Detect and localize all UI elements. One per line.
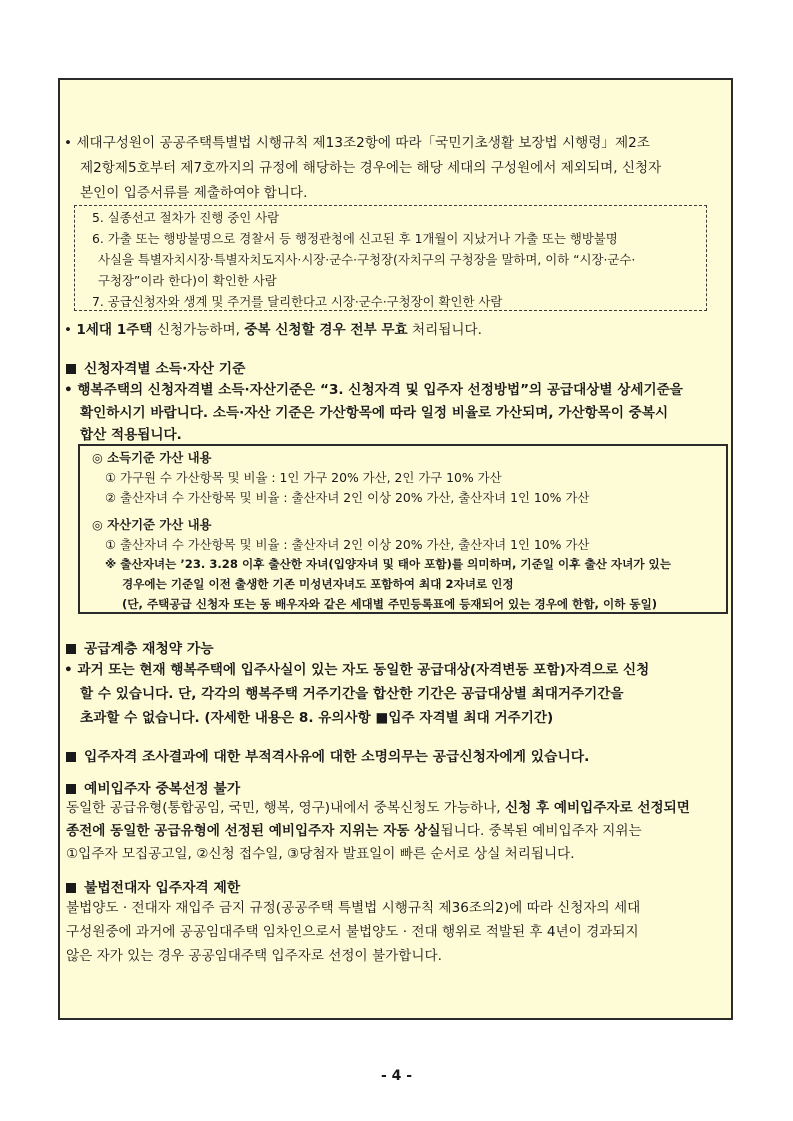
child-note-line-2: 경우에는 기준일 이전 출생한 기존 미성년자녀도 포함하여 최대 2자녀로 인정 [122,577,514,591]
reserve-line-3: ①입주자 모집공고일, ②신청 접수일, ③당첨자 발표일이 빠른 순서로 상실 처리됩니다. [66,846,575,862]
household-rule-line-3: 본인이 입증서류를 제출하여야 합니다. [80,185,308,201]
square-bullet-icon [66,784,76,794]
excluded-item-5: 5. 실종선고 절차가 진행 중인 사람 [92,210,280,225]
income-asset-line-3: 합산 적용됩니다. [80,427,182,443]
square-bullet-icon [66,364,76,374]
one-house-rule: • 1세대 1주택 신청가능하며, 중복 신청할 경우 전부 무효 처리됩니다. [64,322,482,338]
child-note-line-1: ※ 출산자녀는 ’23. 3.28 이후 출산한 자녀(입양자녀 및 태아 포함)를 의미하며, 기준일 이후 출산 자녀가 있는 [105,557,671,571]
income-bonus-item-2: ② 출산자녀 수 가산항목 및 비율 : 출산자녀 2인 이상 20% 가산, 출산자녀 1인 10% 가산 [105,490,590,505]
reapply-line-2: 할 수 있습니다. 단, 각각의 행복주택 거주기간을 합산한 기간은 공급대상별 최대거주기간을 [80,686,624,702]
household-rule-line-1: • 세대구성원이 공공주택특별법 시행규칙 제13조2항에 따라「국민기초생활 보장법 시행령」제2조 [64,135,650,151]
excluded-item-6-cont: 사실을 특별자치시장·특별자치도지사·시장·군수·구청장(자치구의 구청장을 말하며, 이하 “시장·군수· [98,252,636,267]
reapply-line-1: • 과거 또는 현재 행복주택에 입주사실이 있는 자도 동일한 공급대상(자격변동 포함)자격으로 신청 [64,662,650,678]
income-bonus-title: ◎ 소득기준 가산 내용 [92,450,212,465]
square-bullet-icon [66,644,76,654]
excluded-item-6-cont2: 구청장”이라 한다)이 확인한 사람 [98,273,277,288]
income-asset-line-1: • 행복주택의 신청자격별 소득·자산기준은 “3. 신청자격 및 입주자 선정방법”의 공급대상별 상세기준을 [64,382,683,398]
asset-bonus-title: ◎ 자산기준 가산 내용 [92,517,212,532]
square-bullet-icon [66,883,76,893]
square-bullet-icon [66,752,76,762]
income-asset-line-2: 확인하시기 바랍니다. 소득·자산 기준은 가산항목에 따라 일정 비율로 가산되며, 가산항목이 중복시 [80,405,669,421]
illegal-sublease-line-3: 않은 자가 있는 경우 공공임대주택 입주자로 선정이 불가합니다. [66,948,442,964]
illegal-sublease-heading: 불법전대자 입주자격 제한 [66,876,240,896]
household-rule-line-2: 제2항제5호부터 제7호까지의 규정에 해당하는 경우에는 해당 세대의 구성원에서 제외되며, 신청자 [80,160,662,176]
reapply-heading: 공급계층 재청약 가능 [66,637,214,657]
disqualification-heading: 입주자격 조사결과에 대한 부적격사유에 대한 소명의무는 공급신청자에게 있습니다. [66,745,589,765]
reserve-line-1: 동일한 공급유형(통합공임, 국민, 행복, 영구)내에서 중복신청도 가능하나, 신청 후 예비입주자로 선정되면 [66,800,690,816]
income-bonus-item-1: ① 가구원 수 가산항목 및 비율 : 1인 가구 20% 가산, 2인 가구 10% 가산 [105,470,502,485]
illegal-sublease-line-1: 불법양도 · 전대자 재입주 금지 규정(공공주택 특별법 시행규칙 제36조의2)에 따라 신청자의 세대 [66,900,641,916]
child-note-line-3: (단, 주택공급 신청자 또는 동 배우자와 같은 세대별 주민등록표에 등재되어 있는 경우에 한함, 이하 동일) [122,597,658,611]
reserve-duplicate-heading: 예비입주자 중복선정 불가 [66,777,240,797]
reserve-line-2: 종전에 동일한 공급유형에 선정된 예비입주자 지위는 자동 상실됩니다. 중복된 예비입주자 지위는 [66,823,642,839]
excluded-item-7: 7. 공급신청자와 생계 및 주거를 달리한다고 시장·군수·구청장이 확인한 사람 [92,294,503,309]
income-asset-heading: 신청자격별 소득·자산 기준 [66,357,245,377]
page-number: - 4 - [380,1068,413,1084]
asset-bonus-item-1: ① 출산자녀 수 가산항목 및 비율 : 출산자녀 2인 이상 20% 가산, 출산자녀 1인 10% 가산 [105,537,590,552]
excluded-item-6: 6. 가출 또는 행방불명으로 경찰서 등 행정관청에 신고된 후 1개월이 지났거나 가출 또는 행방불명 [92,231,618,246]
illegal-sublease-line-2: 구성원중에 과거에 공공임대주택 임차인으로서 불법양도 · 전대 행위로 적발된 후 4년이 경과되지 [66,924,639,940]
reapply-line-3: 초과할 수 없습니다. (자세한 내용은 8. 유의사항 ■입주 자격별 최대 거주기간) [80,710,554,726]
